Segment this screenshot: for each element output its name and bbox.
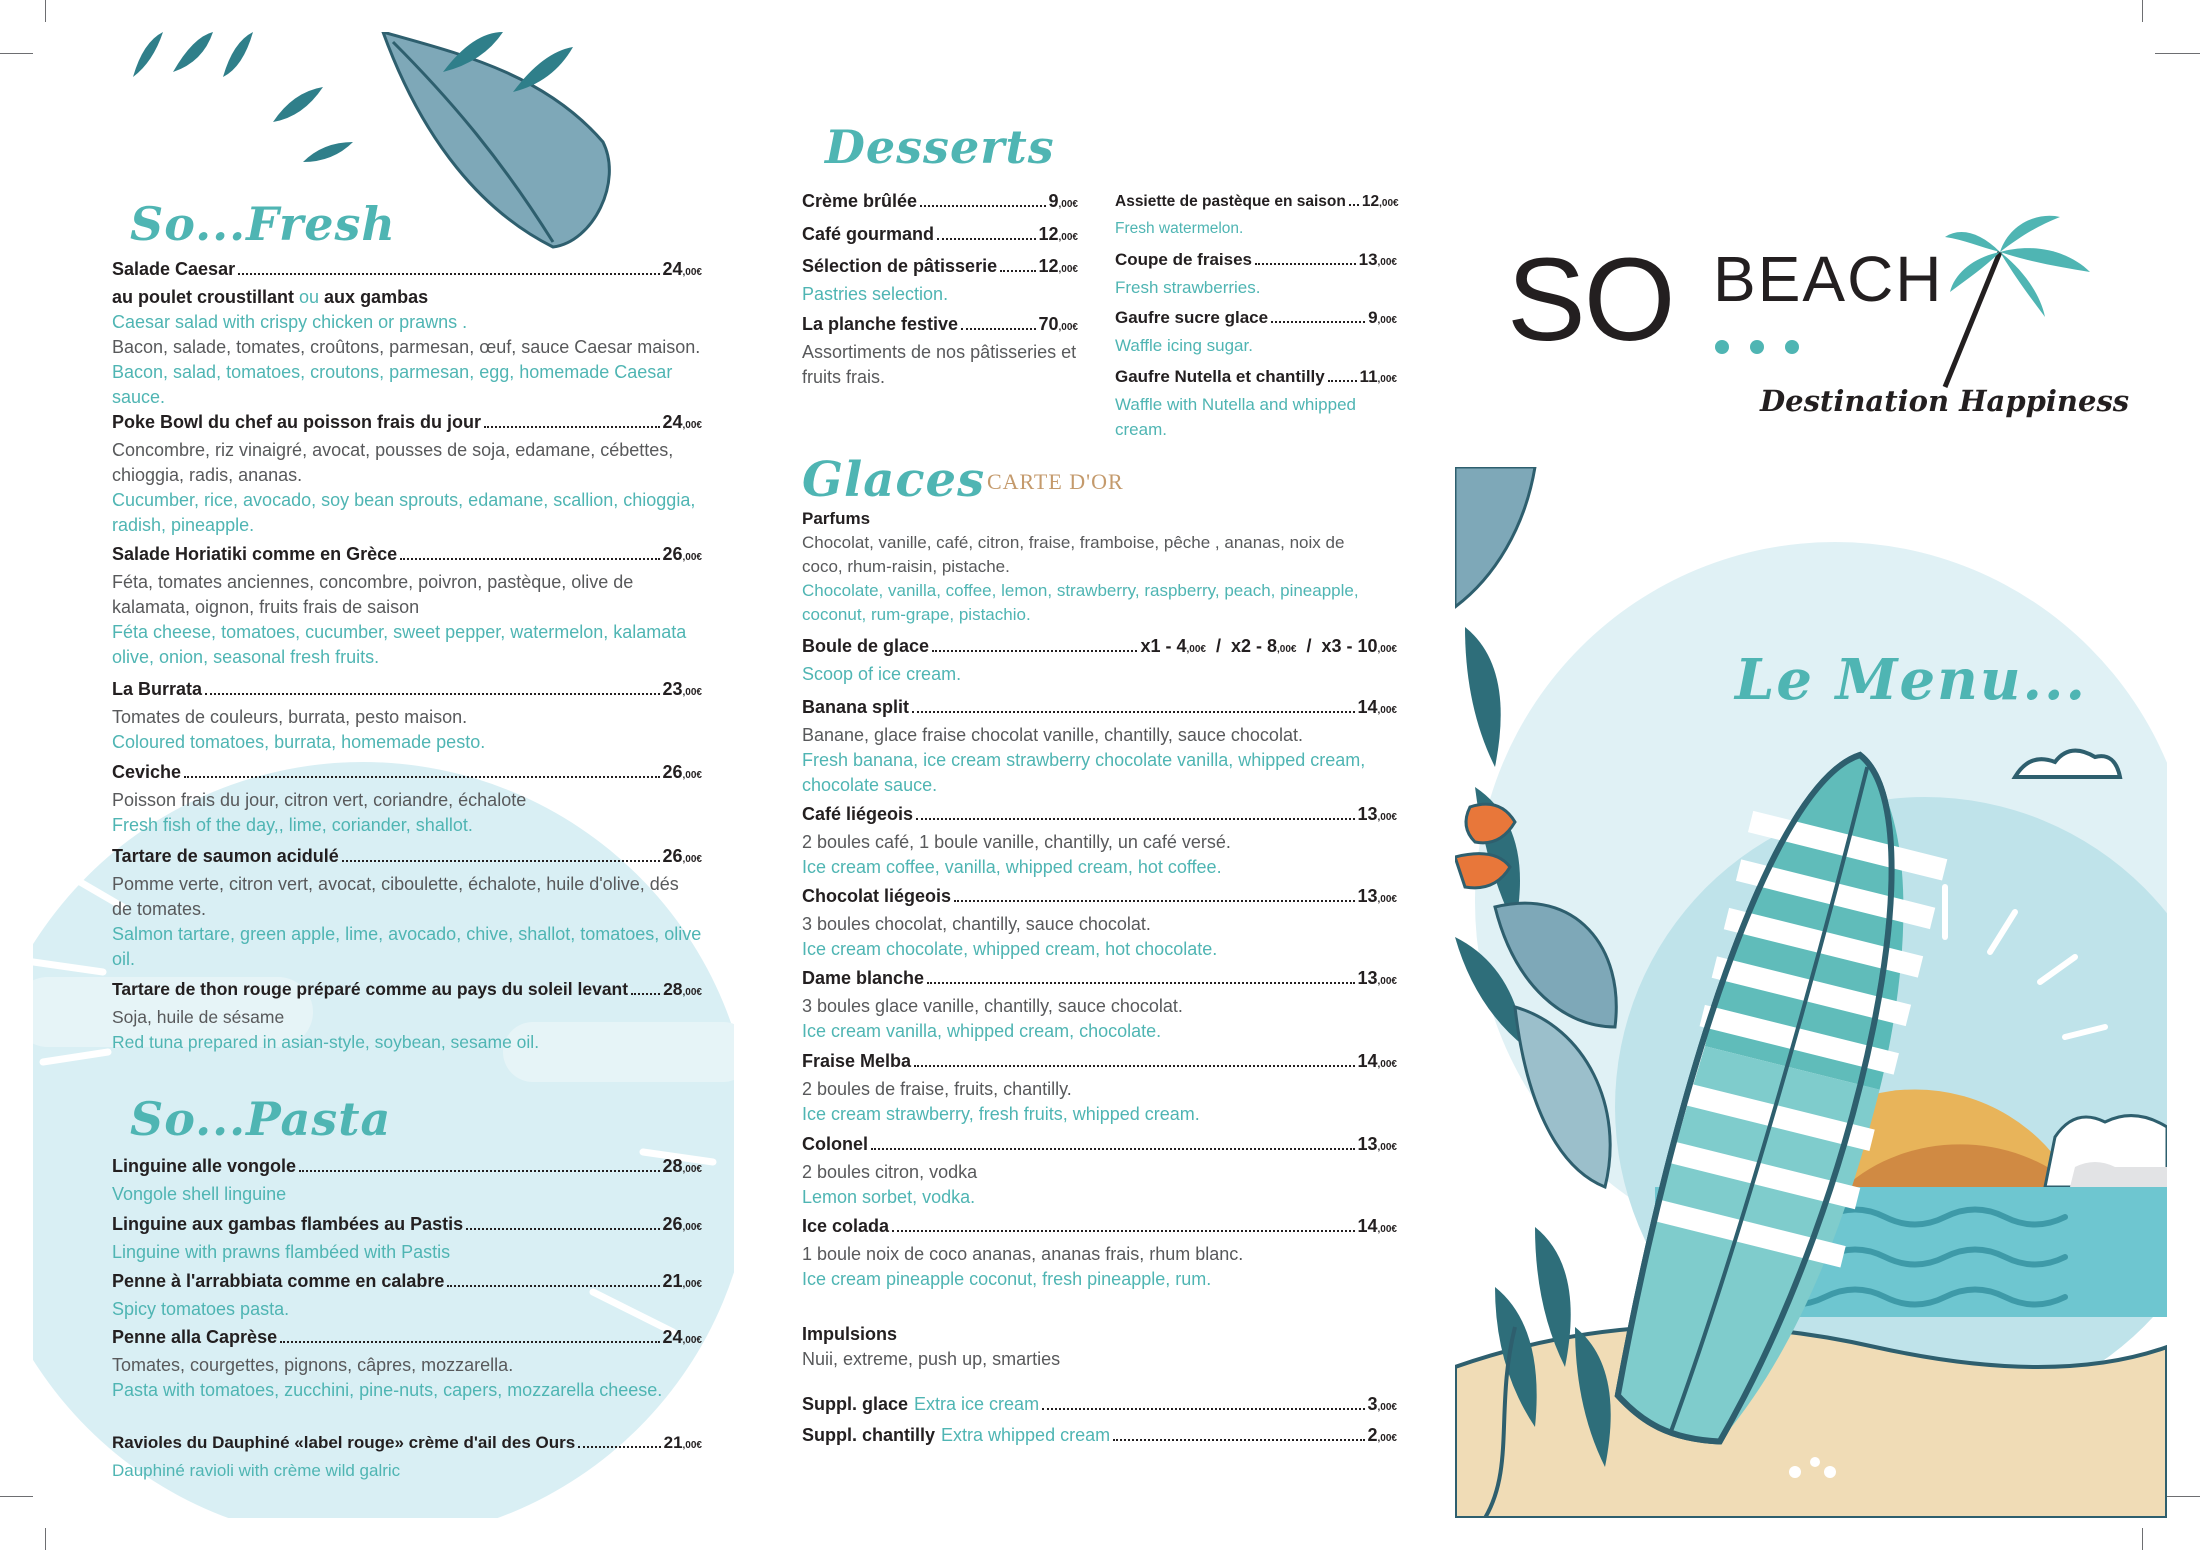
item-name: Ravioles du Dauphiné «label rouge» crème d'ail des Ours [112, 1433, 576, 1452]
item-name: Coupe de fraises [1115, 250, 1252, 269]
price-cents: ,00€ [1058, 199, 1078, 210]
price-cents: ,00€ [1377, 1433, 1397, 1444]
item-description-en: Fresh watermelon. [1115, 220, 1244, 237]
dot-leader [927, 982, 1354, 984]
item-description-fr: 3 boules glace vanille, chantilly, sauce chocolat. [802, 996, 1183, 1016]
dot-leader [914, 1065, 1354, 1067]
impulsions-block [802, 1322, 1397, 1372]
item-row [802, 802, 1397, 830]
item-price: 3 [1367, 1394, 1378, 1414]
impulsions-label: Impulsions [802, 1324, 898, 1344]
item-price: 28 [662, 1156, 683, 1176]
crop-mark [45, 1528, 46, 1550]
item-name: Dame blanche [802, 968, 925, 988]
item-description-fr: Soja, huile de sésame [112, 1007, 285, 1027]
price-cents: ,00€ [1377, 894, 1397, 905]
price-cents: ,00€ [1058, 322, 1078, 333]
dot-leader [1113, 1439, 1364, 1441]
dot-leader [578, 1446, 660, 1448]
parfums-en: Chocolate, vanilla, coffee, lemon, strawberry, raspberry, peach, pineapple, coconut, rum-grape, pistachio. [802, 581, 1359, 624]
item-description-fr: 2 boules café, 1 boule vanille, chantilly, un café versé. [802, 832, 1231, 852]
item-description-en: Lemon sorbet, vodka. [802, 1187, 976, 1207]
item-row [112, 844, 702, 872]
item-row [802, 966, 1397, 994]
item-price: 9 [1368, 308, 1378, 327]
item-description-en: Cucumber, rice, avocado, soy bean sprouts, edamane, scallion, chioggia, radish, pineapple. [112, 490, 696, 535]
desserts-section-title: Desserts [825, 120, 1055, 174]
right-panel [1455, 32, 2167, 1518]
dot-leader [184, 776, 659, 778]
item-row [802, 1214, 1397, 1242]
menu-item [802, 802, 1397, 880]
item-row [112, 1212, 702, 1240]
item-name: Café liégeois [802, 804, 914, 824]
item-price: 11 [1359, 367, 1378, 386]
dot-leader [299, 1170, 659, 1172]
price-cents: ,00€ [1377, 1224, 1397, 1235]
crop-mark [2142, 0, 2143, 22]
item-description-en: Dauphiné ravioli with crème wild galric [112, 1461, 401, 1480]
menu-item [1115, 247, 1397, 300]
parfums-block [802, 507, 1372, 627]
item-price: 26 [662, 1214, 683, 1234]
item-price: 13 [1357, 886, 1378, 906]
item-row [1115, 364, 1397, 392]
dot-leader [631, 993, 660, 995]
item-row [1115, 305, 1397, 333]
price-cents: ,00€ [682, 1440, 702, 1451]
menu-item [112, 844, 702, 972]
supplement-item [802, 1392, 1397, 1420]
dot-leader [400, 558, 659, 560]
left-panel [33, 32, 734, 1518]
price-separator: / [1296, 636, 1322, 656]
item-description-en: Ice cream coffee, vanilla, whipped cream, hot coffee. [802, 857, 1222, 877]
dot-leader [466, 1228, 659, 1230]
parfums-fr: Chocolat, vanille, café, citron, fraise, framboise, pêche , ananas, noix de coco, rhum-raisin, pistache. [802, 533, 1345, 576]
dot-leader [920, 205, 1045, 207]
pasta-section-title: So...Pasta [130, 1092, 392, 1146]
item-description-en: Féta cheese, tomatoes, cucumber, sweet pepper, watermelon, kalamata olive, onion, seasonal fresh fruits. [112, 622, 687, 667]
dot-leader [1042, 1408, 1364, 1410]
price-cents: ,00€ [682, 552, 702, 563]
item-description-fr: Pomme verte, citron vert, avocat, ciboulette, échalote, huile d'olive, dés de tomates. [112, 874, 679, 919]
parfums-label: Parfums [802, 509, 871, 528]
crop-mark [2142, 1528, 2143, 1550]
item-description-fr: Banane, glace fraise chocolat vanille, chantilly, sauce chocolat. [802, 725, 1303, 745]
glaces-section-title: Glaces [802, 452, 986, 508]
boule-price-1: x1 - 4 [1140, 636, 1187, 656]
item-subtitle-text: aux gambas [319, 287, 429, 307]
item-row [802, 1392, 1397, 1420]
price-cents: ,00€ [1377, 1402, 1397, 1413]
item-name: La planche festive [802, 314, 959, 334]
item-row [112, 1154, 702, 1182]
item-row [802, 695, 1397, 723]
menu-title: Le Menu... [1735, 647, 2088, 713]
dot-leader [205, 693, 659, 695]
item-name: Crème brûlée [802, 191, 918, 211]
supplement-en: Extra whipped cream [941, 1425, 1111, 1445]
price-cents: ,00€ [682, 267, 702, 278]
price-cents: ,00€ [1058, 264, 1078, 275]
item-description-fr: Tomates, courgettes, pignons, câpres, mozzarella. [112, 1355, 514, 1375]
middle-panel [780, 32, 1460, 1518]
item-price: 21 [662, 1271, 683, 1291]
menu-item [802, 254, 1078, 307]
item-description-en: Scoop of ice cream. [802, 664, 962, 684]
item-description-en: Red tuna prepared in asian-style, soybean, sesame oil. [112, 1032, 540, 1052]
logo-dot [1750, 340, 1764, 354]
item-price: 13 [1357, 1134, 1378, 1154]
menu-item [112, 760, 702, 838]
menu-item [802, 884, 1397, 962]
item-name: Sélection de pâtisserie [802, 256, 998, 276]
item-row [112, 542, 702, 570]
dot-leader [280, 1341, 659, 1343]
item-row [802, 884, 1397, 912]
item-price: 26 [662, 762, 683, 782]
logo-so-text: SO [1507, 234, 1674, 366]
price-cents: ,00€ [1377, 705, 1397, 716]
item-row [802, 634, 1397, 662]
item-description-en: Ice cream pineapple coconut, fresh pineapple, rum. [802, 1269, 1212, 1289]
price-cents: ,00€ [1377, 1059, 1397, 1070]
item-description-en: Salmon tartare, green apple, lime, avocado, chive, shallot, tomatoes, olive oil. [112, 924, 702, 969]
item-name: Tartare de saumon acidulé [112, 846, 339, 866]
or-word: ou [299, 287, 320, 307]
dot-leader [238, 273, 659, 275]
menu-item [802, 1214, 1397, 1292]
price-cents: ,00€ [1277, 644, 1297, 655]
item-row [112, 760, 702, 788]
item-description-fr: Concombre, riz vinaigré, avocat, pousses de soja, edamane, cébettes, chioggia, radis, ananas. [112, 440, 674, 485]
menu-item [1115, 364, 1397, 442]
item-description-fr: Poisson frais du jour, citron vert, coriandre, échalote [112, 790, 527, 810]
menu-item [802, 312, 1078, 390]
dot-leader [937, 238, 1035, 240]
item-name: Linguine alle vongole [112, 1156, 297, 1176]
item-row [1115, 247, 1397, 275]
item-price: 26 [662, 544, 683, 564]
menu-item [112, 677, 702, 755]
price-separator: / [1205, 636, 1231, 656]
dot-leader [932, 650, 1137, 652]
palm-tree-icon [1940, 212, 2100, 392]
menu-item [112, 1154, 702, 1207]
item-description-en: Coloured tomatoes, burrata, homemade pesto. [112, 732, 486, 752]
dot-leader [954, 900, 1354, 902]
item-description-fr: Féta, tomates anciennes, concombre, poivron, pastèque, olive de kalamata, oignon, fruits frais de saison [112, 572, 634, 617]
item-price: 21 [663, 1433, 683, 1452]
logo-dot [1715, 340, 1729, 354]
menu-item [112, 977, 702, 1055]
item-price: 28 [663, 979, 683, 999]
item-description-en: Ice cream chocolate, whipped cream, hot chocolate. [802, 939, 1218, 959]
beach-illustration [1455, 467, 2167, 1518]
item-row [802, 189, 1078, 217]
item-description-en: Ice cream vanilla, whipped cream, chocolate. [802, 1021, 1162, 1041]
menu-item [112, 542, 702, 670]
item-name: La Burrata [112, 679, 203, 699]
item-english-title: Caesar salad with crispy chicken or prawns . [112, 312, 468, 332]
menu-item [802, 1132, 1397, 1210]
item-price: 14 [1357, 697, 1378, 717]
tagline: Destination Happiness [1760, 384, 2130, 418]
item-name: Poke Bowl du chef au poisson frais du jour [112, 412, 482, 432]
item-price: 13 [1358, 250, 1378, 269]
item-description-en: Vongole shell linguine [112, 1184, 287, 1204]
item-description-en: Fresh fish of the day,, lime, coriander, shallot. [112, 815, 473, 835]
item-row [112, 257, 702, 285]
item-description-en: Waffle with Nutella and whipped cream. [1115, 395, 1356, 439]
price-cents: ,00€ [1377, 644, 1397, 655]
dot-leader [484, 426, 659, 428]
item-subtitle [112, 285, 702, 310]
price-cents: ,00€ [1377, 812, 1397, 823]
price-cents: ,00€ [1377, 1142, 1397, 1153]
item-price: 24 [662, 1327, 683, 1347]
item-row [112, 410, 702, 438]
menu-item [112, 1269, 702, 1322]
item-row [802, 254, 1078, 282]
logo-beach-text: BEACH [1713, 243, 1944, 315]
dot-leader [1328, 380, 1357, 382]
dot-leader [1255, 263, 1356, 265]
dot-leader [892, 1230, 1354, 1232]
price-cents: ,00€ [682, 687, 702, 698]
dot-leader [447, 1285, 659, 1287]
item-row [112, 977, 702, 1005]
item-description-fr: Tomates de couleurs, burrata, pesto maison. [112, 707, 468, 727]
dot-leader [1349, 204, 1359, 206]
item-description-en: Bacon, salad, tomatoes, croutons, parmesan, egg, homemade Caesar sauce. [112, 362, 673, 407]
dot-leader [1000, 270, 1035, 272]
item-price: 26 [662, 846, 683, 866]
menu-item [112, 1212, 702, 1265]
menu-item [112, 257, 702, 410]
item-name: Gaufre Nutella et chantilly [1115, 367, 1325, 386]
item-row [802, 1132, 1397, 1160]
menu-item [802, 1049, 1397, 1127]
dot-leader [912, 711, 1354, 713]
item-name: Boule de glace [802, 636, 930, 656]
item-name: Linguine aux gambas flambées au Pastis [112, 1214, 464, 1234]
menu-item [112, 1325, 702, 1403]
item-row [112, 1430, 702, 1458]
crop-mark [45, 0, 46, 22]
item-name: Penne à l'arrabbiata comme en calabre [112, 1271, 445, 1291]
item-description-fr: 1 boule noix de coco ananas, ananas frais, rhum blanc. [802, 1244, 1244, 1264]
price-cents: ,00€ [1186, 644, 1206, 655]
price-cents: ,00€ [682, 1279, 702, 1290]
item-price: 12 [1038, 224, 1059, 244]
item-name: Gaufre sucre glace [1115, 308, 1269, 327]
item-row [802, 222, 1078, 250]
item-description-en: Fresh banana, ice cream strawberry chocolate vanilla, whipped cream, chocolate sauce. [802, 750, 1366, 795]
item-name: Salade Horiatiki comme en Grèce [112, 544, 398, 564]
item-price: 2 [1367, 1425, 1378, 1445]
item-price: 13 [1357, 968, 1378, 988]
item-description-en: Linguine with prawns flambéed with Pastis [112, 1242, 451, 1262]
item-price: 24 [662, 412, 683, 432]
item-name: Assiette de pastèque en saison [1115, 193, 1346, 210]
item-description-en: Waffle icing sugar. [1115, 336, 1253, 355]
dot-leader [342, 860, 660, 862]
item-description-fr: 2 boules de fraise, fruits, chantilly. [802, 1079, 1072, 1099]
item-description-fr: 3 boules chocolat, chantilly, sauce chocolat. [802, 914, 1151, 934]
item-row [802, 312, 1078, 340]
item-name: Tartare de thon rouge préparé comme au pays du soleil levant [112, 979, 629, 999]
item-name: Salade Caesar [112, 259, 236, 279]
price-cents: ,00€ [682, 987, 702, 998]
price-cents: ,00€ [1377, 315, 1397, 326]
menu-item [1115, 189, 1397, 241]
item-name: Suppl. chantilly [802, 1425, 936, 1445]
dot-leader [961, 328, 1035, 330]
item-name: Penne alla Caprèse [112, 1327, 278, 1347]
dot-leader [871, 1148, 1355, 1150]
fresh-section-title: So...Fresh [130, 197, 396, 251]
item-price: 23 [662, 679, 683, 699]
price-cents: ,00€ [682, 1164, 702, 1175]
price-cents: ,00€ [682, 770, 702, 781]
price-cents: ,00€ [1379, 198, 1399, 209]
supplement-en: Extra ice cream [914, 1394, 1040, 1414]
supplement-item [802, 1423, 1397, 1451]
item-subtitle-text: au poulet croustillant [112, 287, 300, 307]
item-description-fr: 2 boules citron, vodka [802, 1162, 978, 1182]
item-row [112, 677, 702, 705]
item-name: Suppl. glace [802, 1394, 909, 1414]
item-price: 13 [1357, 804, 1378, 824]
price-cents: ,00€ [1377, 976, 1397, 987]
boule-item [802, 634, 1397, 687]
dot-leader [916, 818, 1354, 820]
carte-dor-logo: CARTE D'OR [987, 469, 1124, 494]
price-cents: ,00€ [1377, 257, 1397, 268]
item-row [1115, 189, 1397, 216]
item-row [112, 1325, 702, 1353]
item-price: 12 [1361, 193, 1380, 210]
boule-price-2: x2 - 8 [1230, 636, 1277, 656]
menu-item [802, 222, 1078, 250]
item-description-en: Fresh strawberries. [1115, 278, 1261, 297]
menu-item [802, 695, 1397, 798]
menu-item [802, 189, 1078, 217]
item-name: Fraise Melba [802, 1051, 912, 1071]
item-row [802, 1423, 1397, 1451]
item-name: Ice colada [802, 1216, 890, 1236]
item-name: Chocolat liégeois [802, 886, 952, 906]
item-description-fr: Bacon, salade, tomates, croûtons, parmesan, œuf, sauce Caesar maison. [112, 337, 701, 357]
item-description-en: Ice cream strawberry, fresh fruits, whipped cream. [802, 1104, 1200, 1124]
item-description-en: Pastries selection. [802, 284, 949, 304]
item-row [112, 1269, 702, 1297]
menu-item [802, 966, 1397, 1044]
item-row [802, 1049, 1397, 1077]
price-cents: ,00€ [682, 1335, 702, 1346]
item-price: 14 [1357, 1051, 1378, 1071]
item-price: 12 [1038, 256, 1059, 276]
item-name: Colonel [802, 1134, 868, 1154]
dot-leader [1271, 321, 1365, 323]
impulsions-fr: Nuii, extreme, push up, smarties [802, 1349, 1061, 1369]
item-description-en: Pasta with tomatoes, zucchini, pine-nuts, capers, mozzarella cheese. [112, 1380, 663, 1400]
menu-item [112, 1430, 702, 1483]
price-cents: ,00€ [682, 1222, 702, 1233]
price-cents: ,00€ [682, 854, 702, 865]
logo-dot [1785, 340, 1799, 354]
price-cents: ,00€ [1058, 232, 1078, 243]
price-cents: ,00€ [1377, 374, 1397, 385]
item-price: 24 [662, 259, 683, 279]
menu-item [1115, 305, 1397, 358]
item-name: Ceviche [112, 762, 182, 782]
item-price: 70 [1038, 314, 1059, 334]
price-cents: ,00€ [682, 420, 702, 431]
item-name: Café gourmand [802, 224, 935, 244]
menu-item [112, 410, 702, 538]
item-name: Banana split [802, 697, 910, 717]
item-price: 9 [1048, 191, 1059, 211]
item-description-fr: Assortiments de nos pâtisseries et fruits frais. [802, 342, 1077, 387]
item-description-en: Spicy tomatoes pasta. [112, 1299, 290, 1319]
item-price: 14 [1357, 1216, 1378, 1236]
boule-price-3: x3 - 10 [1321, 636, 1378, 656]
